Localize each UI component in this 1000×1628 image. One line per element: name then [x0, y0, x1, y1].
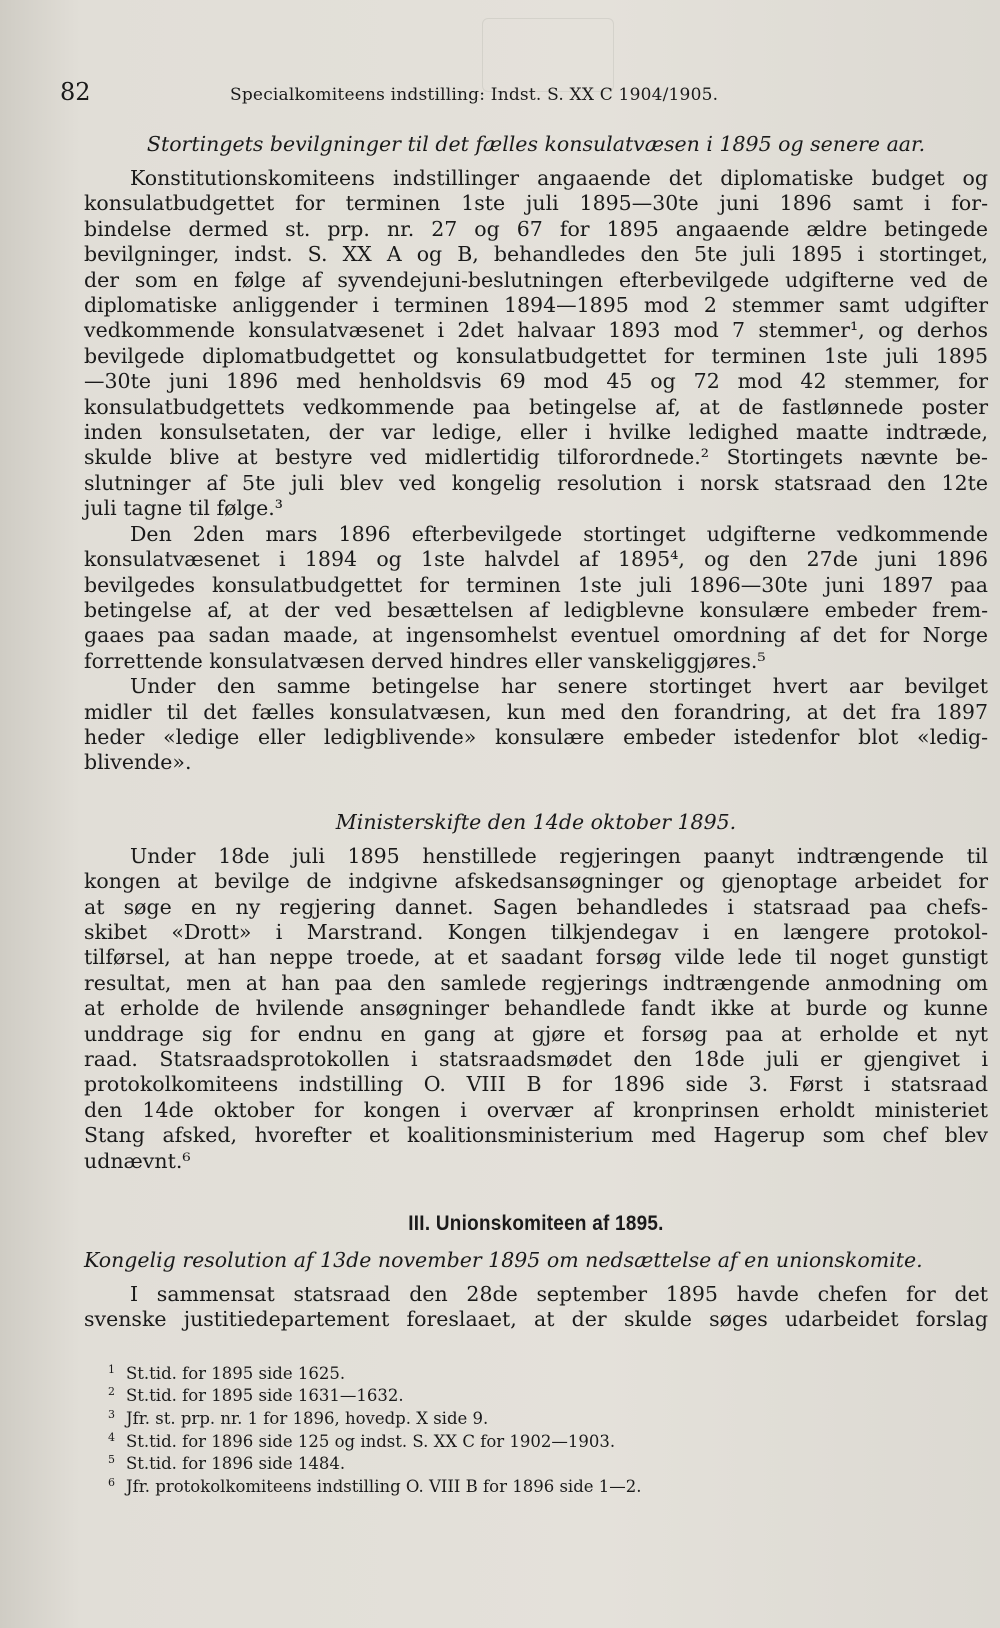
text-line: at søge en ny regjering dannet. Sagen behandledes i statsraad paa chefs- [84, 894, 988, 919]
footnote-text: St.tid. for 1896 side 1484. [126, 1454, 346, 1474]
running-head: Specialkomiteens indstilling: Indst. S. XX C 1904/1905. [230, 85, 719, 105]
text-line: slutninger af 5te juli blev ved kongelig resolution i norsk statsraad den 12te [84, 470, 988, 495]
text-line: forrettende konsulatvæsen derved hindres eller vanskeliggjøres.⁵ [84, 648, 766, 673]
text-line: heder «ledige eller ledigblivende» konsulære embeder istedenfor blot «ledig- [84, 724, 988, 749]
footnote-text: Jfr. st. prp. nr. 1 for 1896, hovedp. X side 9. [126, 1409, 489, 1429]
text-line: vedkommende konsulatvæsenet i 2det halvaar 1893 mod 7 stemmer¹, og derhos [84, 318, 988, 343]
footnote-mark: 5 [108, 1453, 115, 1467]
text-line: resultat, men at han paa den samlede regjerings indtrængende anmodning om [84, 970, 988, 995]
text-line: juli tagne til følge.³ [84, 496, 283, 521]
text-line: udnævnt.⁶ [84, 1148, 191, 1173]
section1-paragraph3 [84, 674, 988, 776]
text-line: Under den samme betingelse har senere stortinget hvert aar bevilget [130, 674, 988, 699]
text-line: I sammensat statsraad den 28de september 1895 havde chefen for det [130, 1282, 988, 1307]
subheading-kongelig-resolution: Kongelig resolution af 13de november 1895 om nedsættelse af en unionskomite. [84, 1248, 923, 1273]
text-line: Under 18de juli 1895 henstillede regjeringen paanyt indtrængende til [130, 843, 988, 868]
footnote-mark: 3 [108, 1408, 115, 1422]
footnote [108, 1431, 988, 1454]
section2-paragraph [84, 844, 988, 1174]
footnotes [84, 1363, 988, 1499]
text-line: betingelse af, at der ved besættelsen af ledigblevne konsulære embeder frem- [84, 597, 988, 622]
section3-paragraph [84, 1282, 988, 1333]
text-line: diplomatiske anliggender i terminen 1894—1895 mod 2 stemmer samt udgifter [84, 293, 988, 318]
text-line: Den 2den mars 1896 efterbevilgede stortinget udgifterne vedkommende [130, 521, 988, 546]
footnote [108, 1363, 988, 1386]
text-line: der som en følge af syvendejuni-beslutningen efterbevilgede udgifterne ved de [84, 267, 988, 292]
section1-paragraph1 [84, 166, 988, 522]
footnote-mark: 2 [108, 1385, 115, 1399]
text-line: konsulatvæsenet i 1894 og 1ste halvdel af 1895⁴, og den 27de juni 1896 [84, 547, 988, 572]
text-line: bevilgninger, indst. S. XX A og B, behandledes den 5te juli 1895 i stortinget, [84, 242, 988, 267]
text-line: blivende». [84, 750, 192, 775]
text-line: den 14de oktober for kongen i overvær af kronprinsen erholdt ministeriet [84, 1097, 988, 1122]
section-heading-bevilgninger: Stortingets bevilgninger til det fælles konsulatvæsen i 1895 og senere aar. [146, 132, 926, 156]
faded-stamp [482, 18, 614, 92]
text-line: midler til det fælles konsulatvæsen, kun med den forandring, at det fra 1897 [84, 699, 988, 724]
text-line: gaaes paa sadan maade, at ingensomhelst eventuel omordning af det for Norge [84, 623, 988, 648]
footnote-text: Jfr. protokolkomiteens indstilling O. VIII B for 1896 side 1—2. [126, 1476, 642, 1496]
text-line: raad. Statsraadsprotokollen i statsraadsmødet den 18de juli er gjengivet i [84, 1047, 988, 1071]
section-heading-ministerskifte: Ministerskifte den 14de oktober 1895. [335, 809, 737, 834]
text-line: svenske justitiedepartement foreslaaet, at der skulde søges udarbeidet forslag [84, 1307, 988, 1332]
footnote [108, 1408, 988, 1431]
footnote-mark: 4 [108, 1430, 115, 1444]
footnote-text: St.tid. for 1895 side 1631—1632. [126, 1386, 404, 1406]
footnote [108, 1476, 988, 1499]
text-line: bindelse dermed st. prp. nr. 27 og 67 for 1895 angaaende ældre betingede [84, 216, 988, 241]
text-line: konsulatbudgettet for terminen 1ste juli 1895—30te juni 1896 samt i for- [84, 191, 988, 216]
text-line: Konstitutionskomiteens indstillinger angaaende det diplomatiske budget og [130, 166, 988, 190]
text-line: skibet «Drott» i Marstrand. Kongen tilkjendegav i en længere protokol- [84, 919, 988, 944]
page-number: 82 [60, 78, 91, 106]
footnote-mark: 6 [108, 1475, 115, 1489]
footnote-mark: 1 [108, 1362, 115, 1376]
section1-paragraph2 [84, 522, 988, 674]
text-line: kongen at bevilge de indgivne afskedsansøgninger og gjenoptage arbeidet for [84, 869, 988, 894]
text-line: inden konsulsetaten, der var ledige, eller i hvilke ledighed maatte indtræde, [84, 420, 988, 445]
text-line: skulde blive at bestyre ved midlertidig tilforordnede.² Stortingets nævnte be- [84, 445, 988, 470]
text-line: bevilgedes konsulatbudgettet for terminen 1ste juli 1896—30te juni 1897 paa [84, 572, 988, 597]
footnote [108, 1453, 988, 1476]
text-line: —30te juni 1896 med henholdsvis 69 mod 45 og 72 mod 42 stemmer, for [84, 369, 988, 394]
text-line: at erholde de hvilende ansøgninger behandlede fandt ikke at burde og kunne [84, 996, 988, 1021]
text-line: tilførsel, at han neppe troede, at et saadant forsøg vilde lede til noget gunstigt [84, 945, 988, 970]
footnote-text: St.tid. for 1895 side 1625. [126, 1363, 346, 1383]
text-line: konsulatbudgettets vedkommende paa betingelse af, at de fastlønnede poster [84, 394, 988, 419]
text-line: Stang afsked, hvorefter et koalitionsministerium med Hagerup som chef blev [84, 1123, 988, 1148]
text-line: protokolkomiteens indstilling O. VIII B for 1896 side 3. Først i statsraad [84, 1072, 988, 1097]
footnote-text: St.tid. for 1896 side 125 og indst. S. XX C for 1902—1903. [126, 1431, 616, 1451]
text-line: bevilgede diplomatbudgettet og konsulatbudgettet for terminen 1ste juli 1895 [84, 343, 988, 368]
footnote [108, 1385, 988, 1408]
chapter-heading-unionskomiteen: III. Unionskomiteen af 1895. [408, 1212, 664, 1236]
text-line: unddrage sig for endnu en gang at gjøre et forsøg paa at erholde et nyt [84, 1021, 988, 1046]
